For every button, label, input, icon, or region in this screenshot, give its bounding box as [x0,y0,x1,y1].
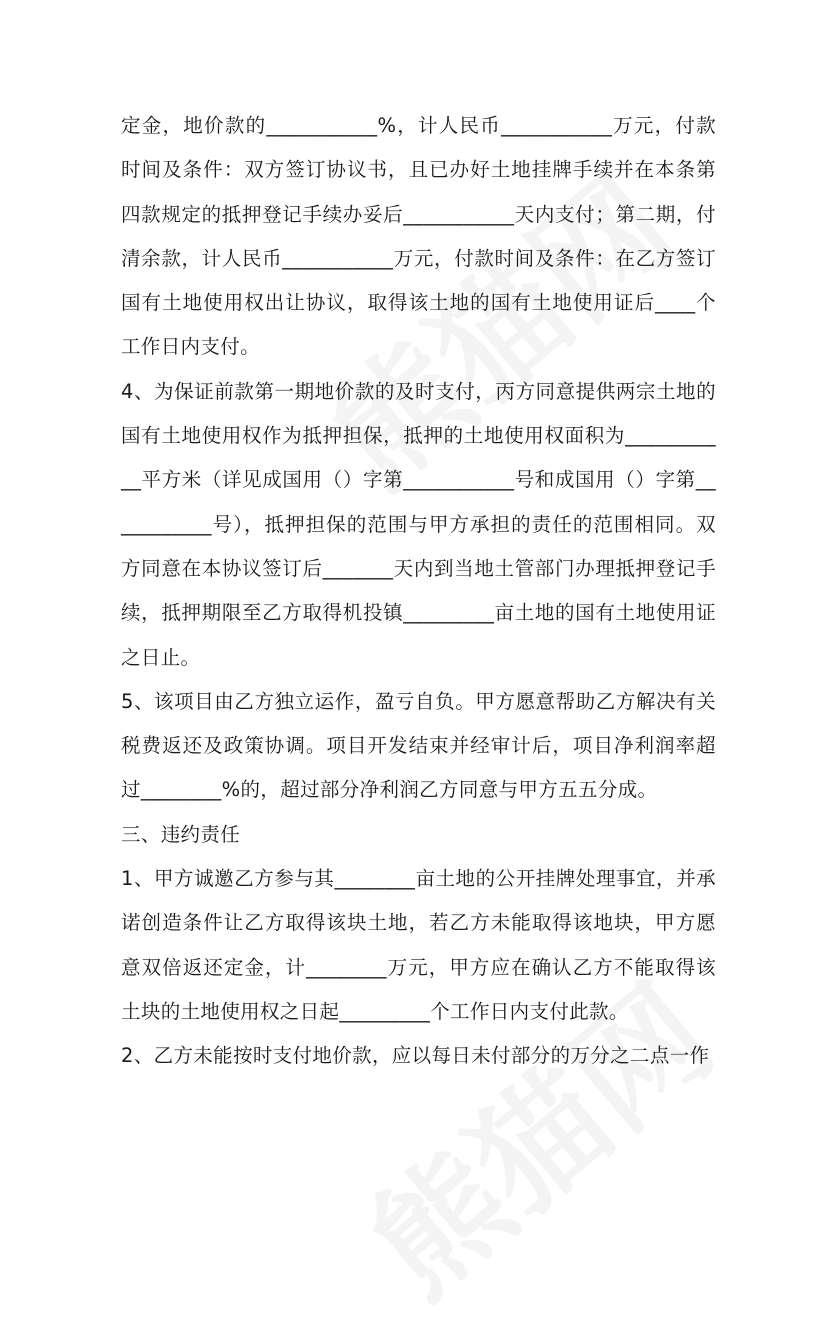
document-body [121,104,716,1079]
paragraph-clause-4: 4、为保证前款第一期地价款的及时支付，丙方同意提供两宗土地的国有土地使用权作为抵押担保，抵押的土地使用权面积为___________平方米（详见成国用（）字第___________号和成国用（）字第___________号），抵押担保的范围与甲方承担的责任的范围相同。双方同意在本协议签订后_______天内到当地土管部门办理抵押登记手续，抵押期限至乙方取得机投镇_________亩土地的国有土地使用证之日止。 [121,379,716,669]
paragraph-breach-1: 1、甲方诚邀乙方参与其________亩土地的公开挂牌处理事宜，并承诺创造条件让乙方取得该块土地，若乙方未能取得该地块，甲方愿意双倍返还定金，计________万元，甲方应在确认乙方不能取得该土块的土地使用权之日起_________个工作日内支付此款。 [121,867,716,1023]
paragraph-breach-2: 2、乙方未能按时支付地价款，应以每日未付部分的万分之二点一作 [121,1044,710,1068]
paragraph-payment-terms: 定金，地价款的___________%，计人民币___________万元，付款时间及条件：双方签订协议书，且已办好土地挂牌手续并在本条第四款规定的抵押登记手续办妥后___________天内支付；第二期，付清余款，计人民币___________万元，付款时间及条件：在乙方签订国有土地使用权出让协议，取得该土地的国有土地使用证后____个工作日内支付。 [121,114,716,359]
paragraph-clause-5: 5、该项目由乙方独立运作，盈亏自负。甲方愿意帮助乙方解决有关税费返还及政策协调。项目开发结束并经审计后，项目净利润率超过________%的，超过部分净利润乙方同意与甲方五五分成。 [121,689,716,802]
section-heading-breach-liability: 三、违约责任 [121,822,241,846]
